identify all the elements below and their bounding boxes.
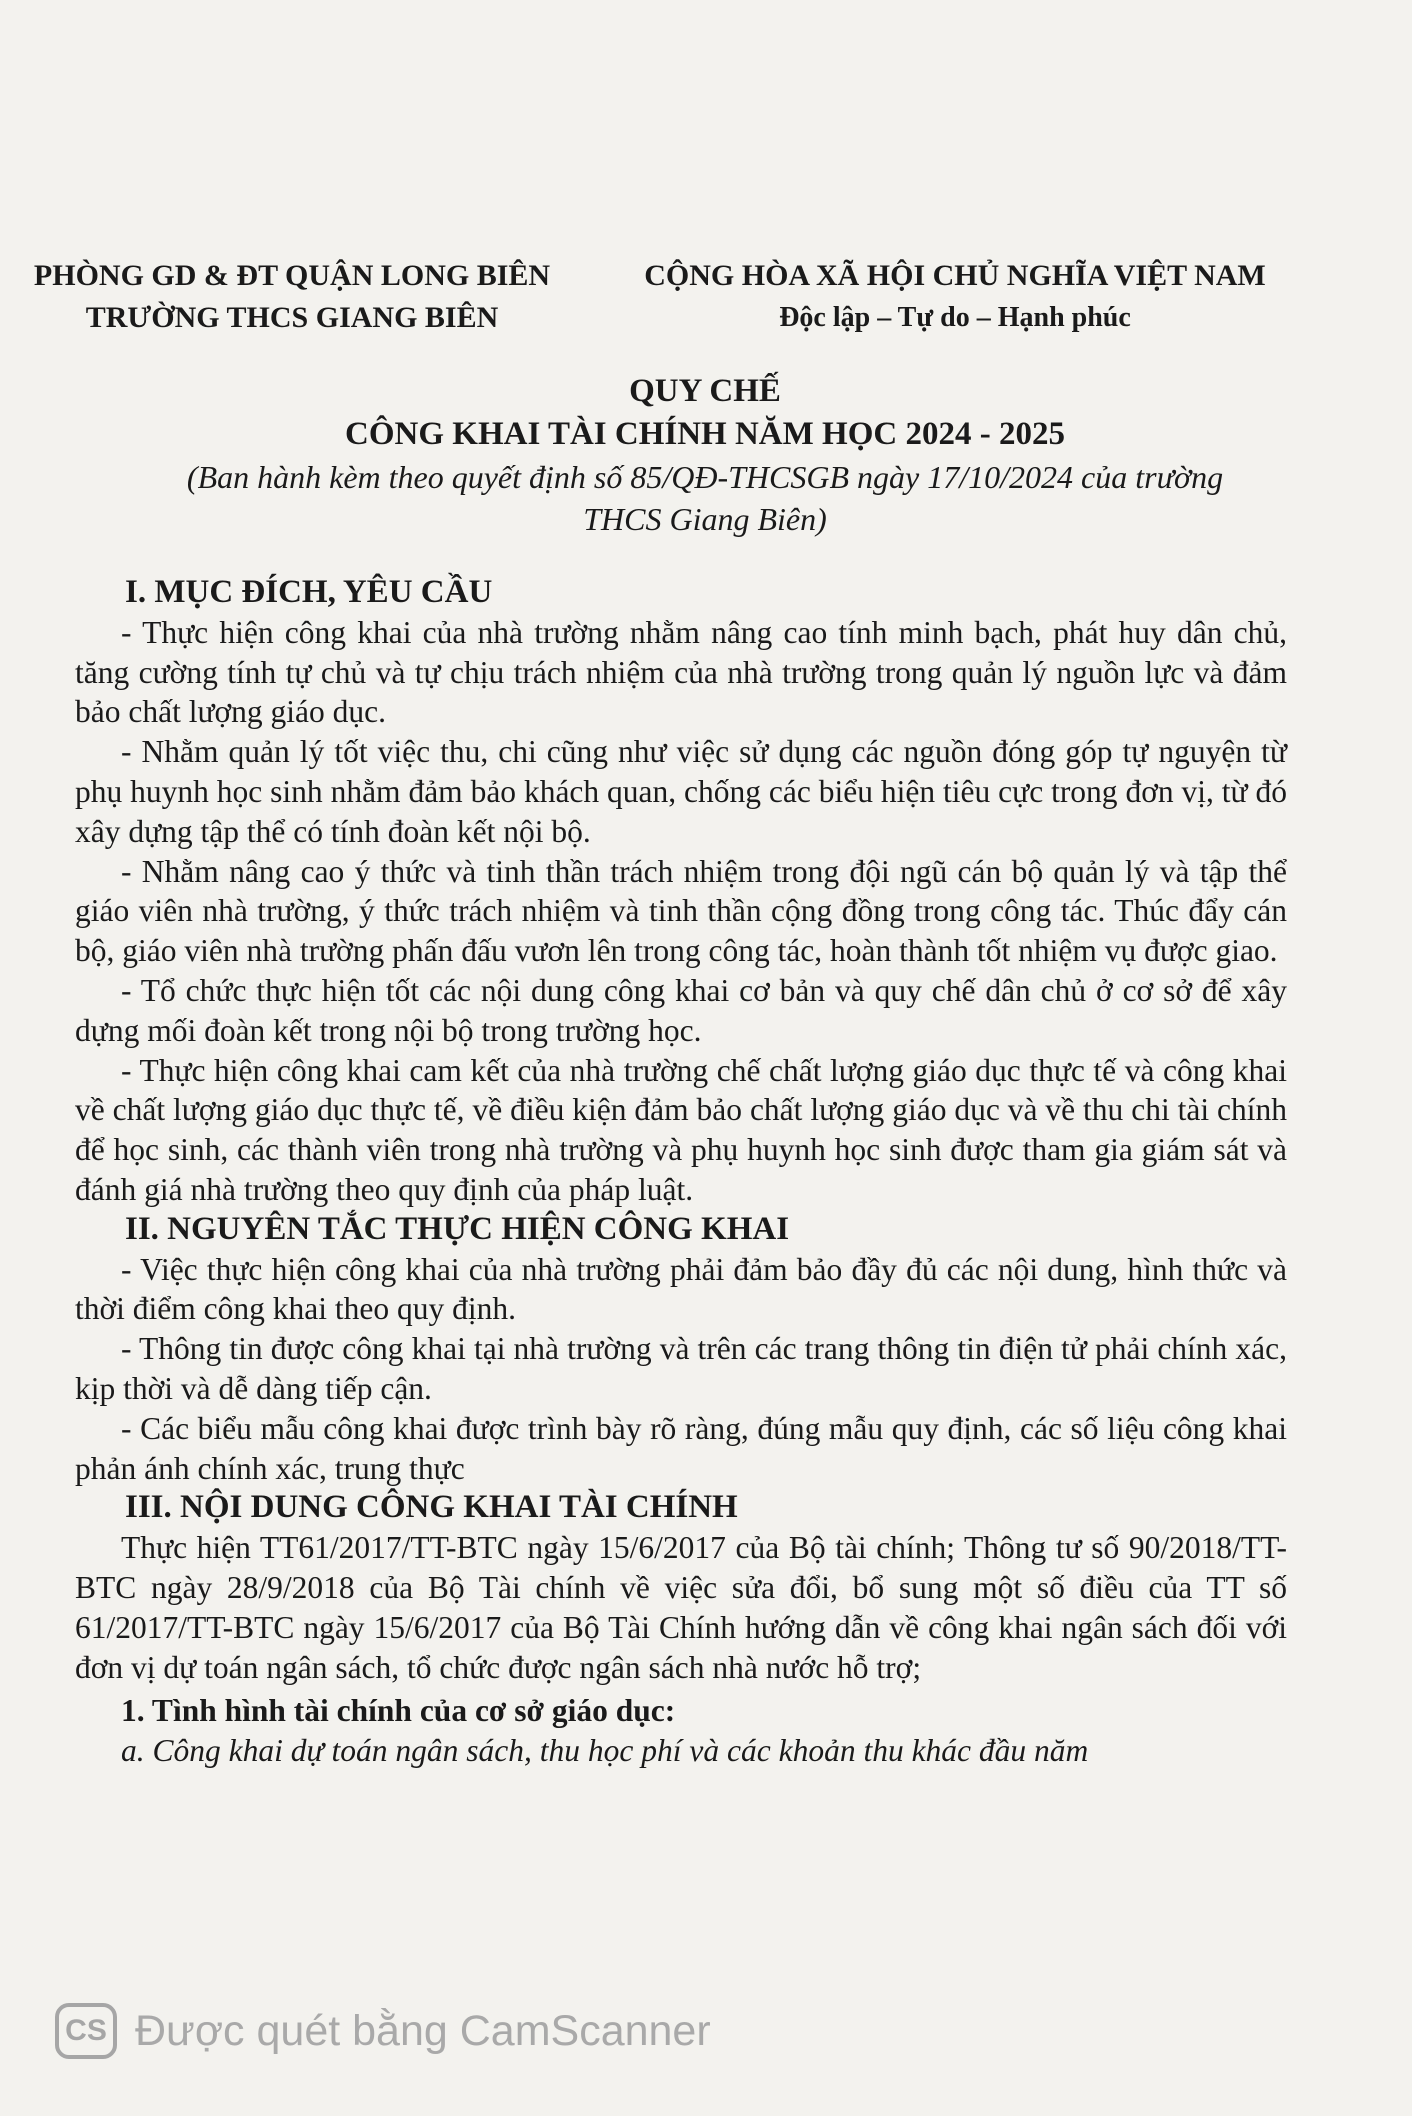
document-title: CÔNG KHAI TÀI CHÍNH NĂM HỌC 2024 - 2025 [345,416,1065,452]
paragraph: - Các biểu mẫu công khai được trình bày rõ ràng, đúng mẫu quy định, các số liệu công khai phản ánh chính xác, trung thực [75,1410,1287,1486]
paragraph: - Nhằm quản lý tốt việc thu, chi cũng như việc sử dụng các nguồn đóng góp tự nguyện từ phụ huynh học sinh nhằm đảm bảo khách quan, chống các biểu hiện tiêu cực trong đơn vị, từ đó xây dựng tập thể có tính đoàn kết nội bộ. [75,734,1287,849]
national-header [635,255,1275,339]
camscanner-logo-icon: CS [55,2003,117,2059]
document-subtitle-cont: THCS Giang Biên) [583,501,827,537]
document-title-block [70,370,1340,540]
paragraph: - Tổ chức thực hiện tốt các nội dung công khai cơ bản và quy chế dân chủ ở cơ sở để xây dựng mối đoàn kết trong nội bộ trong trường học. [75,972,1287,1048]
document-body [75,573,1287,1771]
section-heading-1: I. MỤC ĐÍCH, YÊU CẦU [125,574,493,610]
section-heading-2: II. NGUYÊN TẮC THỰC HIỆN CÔNG KHAI [125,1210,790,1247]
scanner-watermark [55,2003,711,2059]
paragraph: Thực hiện TT61/2017/TT-BTC ngày 15/6/2017 của Bộ tài chính; Thông tư số 90/2018/TT-BTC ngày 28/9/2018 của Bộ Tài chính về việc sửa đổi, bổ sung một số điều của TT số 61/2017/TT-BTC ngày 15/6/2017 của Bộ Tài Chính hướng dẫn về công khai ngân sách đối với đơn vị dự toán ngân sách, tổ chức được ngân sách nhà nước hỗ trợ; [75,1530,1287,1685]
watermark-text: Được quét bằng CamScanner [135,2006,711,2055]
issuer-header [22,255,562,339]
paragraph: - Thông tin được công khai tại nhà trường và trên các trang thông tin điện tử phải chính xác, kịp thời và dễ dàng tiếp cận. [75,1331,1287,1406]
issuer-school: TRƯỜNG THCS GIANG BIÊN [85,301,499,334]
section-heading-3: III. NỘI DUNG CÔNG KHAI TÀI CHÍNH [125,1489,738,1526]
document-type: QUY CHẾ [629,373,781,409]
paragraph: - Nhằm nâng cao ý thức và tinh thần trách nhiệm trong đội ngũ cán bộ quản lý và tập thể giáo viên nhà trường, ý thức trách nhiệm và tinh thần cộng đồng trong công tác. Thúc đẩy cán bộ, giáo viên nhà trường phấn đấu vươn lên trong công tác, hoàn thành tốt nhiệm vụ được giao. [75,853,1287,969]
national-title: CỘNG HÒA XÃ HỘI CHỦ NGHĨA VIỆT NAM [644,259,1266,292]
subsection-item: a. Công khai dự toán ngân sách, thu học phí và các khoản thu khác đầu năm [121,1733,1089,1769]
issuer-department: PHÒNG GD & ĐT QUẬN LONG BIÊN [33,259,551,292]
paragraph: - Việc thực hiện công khai của nhà trường phải đảm bảo đầy đủ các nội dung, hình thức và thời điểm công khai theo quy định. [75,1251,1287,1327]
document-subtitle: (Ban hành kèm theo quyết định số 85/QĐ-THCSGB ngày 17/10/2024 của trường [186,459,1224,495]
paragraph: - Thực hiện công khai của nhà trường nhằm nâng cao tính minh bạch, phát huy dân chủ, tăng cường tính tự chủ và tự chịu trách nhiệm của nhà trường trong quản lý nguồn lực và đảm bảo chất lượng giáo dục. [75,614,1287,730]
paragraph: - Thực hiện công khai cam kết của nhà trường chế chất lượng giáo dục thực tế và công khai về chất lượng giáo dục thực tế, về điều kiện đảm bảo chất lượng giáo dục và về thu chi tài chính để học sinh, các thành viên trong nhà trường và phụ huynh học sinh được tham gia giám sát và đánh giá nhà trường theo quy định của pháp luật. [75,1052,1287,1207]
national-motto: Độc lập – Tự do – Hạnh phúc [779,302,1131,333]
subsection-heading: 1. Tình hình tài chính của cơ sở giáo dục: [121,1693,676,1729]
